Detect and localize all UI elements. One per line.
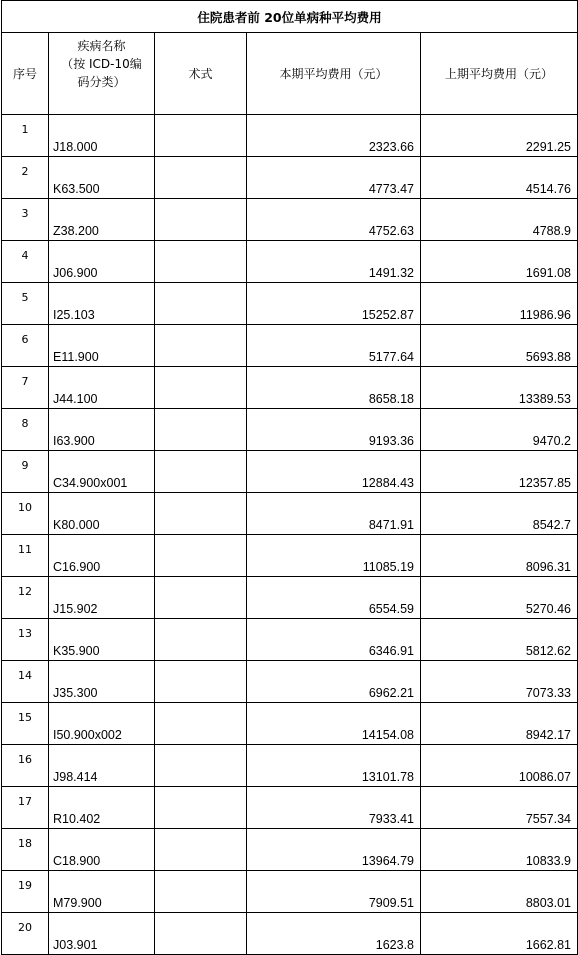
table-row [2,703,578,745]
row-procedure-cell [155,283,247,325]
row-disease-code-cell: Z38.200 [49,199,155,241]
row-procedure-cell [155,871,247,913]
table-row [2,115,578,157]
table-row [2,241,578,283]
header-previous-average-cost: 上期平均费用（元） [421,33,578,115]
row-procedure-cell [155,367,247,409]
row-disease-code-cell: C34.900x001 [49,451,155,493]
header-disease-name-line2: （按 ICD-10编 [61,57,142,71]
row-current-cost-cell: 6554.59 [247,577,421,619]
table-row [2,913,578,955]
row-current-cost-cell: 14154.08 [247,703,421,745]
row-procedure-cell [155,157,247,199]
row-procedure-cell [155,577,247,619]
title-row [2,1,578,33]
table-row [2,325,578,367]
row-previous-cost-cell: 1662.81 [421,913,578,955]
row-current-cost-cell: 1623.8 [247,913,421,955]
row-disease-code-cell: J44.100 [49,367,155,409]
table-title: 住院患者前 20位单病种平均费用 [2,1,578,33]
table-row [2,493,578,535]
row-seq-cell: 1 [2,115,49,157]
row-seq-cell: 17 [2,787,49,829]
row-seq-cell: 8 [2,409,49,451]
table-row [2,535,578,577]
header-disease-name [49,33,155,115]
row-previous-cost-cell: 5270.46 [421,577,578,619]
row-previous-cost-cell: 13389.53 [421,367,578,409]
row-current-cost-cell: 4752.63 [247,199,421,241]
row-previous-cost-cell: 11986.96 [421,283,578,325]
row-previous-cost-cell: 8542.7 [421,493,578,535]
row-seq-cell: 4 [2,241,49,283]
row-disease-code-cell: R10.402 [49,787,155,829]
row-current-cost-cell: 8658.18 [247,367,421,409]
row-current-cost-cell: 4773.47 [247,157,421,199]
row-current-cost-cell: 6962.21 [247,661,421,703]
row-disease-code-cell: J03.901 [49,913,155,955]
row-procedure-cell [155,829,247,871]
row-current-cost-cell: 5177.64 [247,325,421,367]
row-previous-cost-cell: 8096.31 [421,535,578,577]
row-previous-cost-cell: 8803.01 [421,871,578,913]
row-seq-cell: 18 [2,829,49,871]
row-disease-code-cell: K35.900 [49,619,155,661]
table-row [2,829,578,871]
table-row [2,367,578,409]
row-seq-cell: 9 [2,451,49,493]
row-procedure-cell [155,661,247,703]
row-procedure-cell [155,493,247,535]
row-seq-cell: 14 [2,661,49,703]
row-seq-cell: 16 [2,745,49,787]
row-previous-cost-cell: 9470.2 [421,409,578,451]
row-procedure-cell [155,745,247,787]
table-row [2,283,578,325]
row-disease-code-cell: J98.414 [49,745,155,787]
header-disease-name-line1: 疾病名称 [77,39,126,53]
row-procedure-cell [155,913,247,955]
row-previous-cost-cell: 1691.08 [421,241,578,283]
row-disease-code-cell: K80.000 [49,493,155,535]
row-seq-cell: 20 [2,913,49,955]
row-disease-code-cell: I25.103 [49,283,155,325]
table-row [2,619,578,661]
row-seq-cell: 7 [2,367,49,409]
row-disease-code-cell: J06.900 [49,241,155,283]
row-current-cost-cell: 13964.79 [247,829,421,871]
table-row [2,787,578,829]
row-procedure-cell [155,619,247,661]
table-row [2,661,578,703]
table-row [2,157,578,199]
table-row [2,199,578,241]
row-seq-cell: 19 [2,871,49,913]
header-row [2,33,578,115]
row-previous-cost-cell: 2291.25 [421,115,578,157]
row-procedure-cell [155,409,247,451]
row-disease-code-cell: E11.900 [49,325,155,367]
row-procedure-cell [155,703,247,745]
row-previous-cost-cell: 10833.9 [421,829,578,871]
row-seq-cell: 5 [2,283,49,325]
row-disease-code-cell: K63.500 [49,157,155,199]
row-previous-cost-cell: 5812.62 [421,619,578,661]
row-seq-cell: 6 [2,325,49,367]
row-previous-cost-cell: 8942.17 [421,703,578,745]
row-disease-code-cell: C16.900 [49,535,155,577]
row-previous-cost-cell: 4788.9 [421,199,578,241]
row-previous-cost-cell: 10086.07 [421,745,578,787]
row-seq-cell: 12 [2,577,49,619]
row-seq-cell: 15 [2,703,49,745]
table-row [2,409,578,451]
row-disease-code-cell: J35.300 [49,661,155,703]
table-row [2,451,578,493]
row-current-cost-cell: 11085.19 [247,535,421,577]
header-current-average-cost: 本期平均费用（元） [247,33,421,115]
row-procedure-cell [155,451,247,493]
row-current-cost-cell: 12884.43 [247,451,421,493]
header-seq: 序号 [2,33,49,115]
row-seq-cell: 13 [2,619,49,661]
row-procedure-cell [155,325,247,367]
row-current-cost-cell: 7909.51 [247,871,421,913]
header-disease-name-line3: 码分类） [77,75,126,89]
row-current-cost-cell: 9193.36 [247,409,421,451]
row-procedure-cell [155,787,247,829]
row-disease-code-cell: C18.900 [49,829,155,871]
row-procedure-cell [155,535,247,577]
table-row [2,577,578,619]
row-procedure-cell [155,115,247,157]
row-disease-code-cell: M79.900 [49,871,155,913]
row-previous-cost-cell: 12357.85 [421,451,578,493]
row-disease-code-cell: I63.900 [49,409,155,451]
row-seq-cell: 11 [2,535,49,577]
disease-cost-table [1,0,578,955]
row-procedure-cell [155,241,247,283]
row-previous-cost-cell: 4514.76 [421,157,578,199]
row-seq-cell: 2 [2,157,49,199]
row-current-cost-cell: 15252.87 [247,283,421,325]
row-current-cost-cell: 1491.32 [247,241,421,283]
row-previous-cost-cell: 7557.34 [421,787,578,829]
row-seq-cell: 3 [2,199,49,241]
row-procedure-cell [155,199,247,241]
row-disease-code-cell: I50.900x002 [49,703,155,745]
row-disease-code-cell: J15.902 [49,577,155,619]
row-disease-code-cell: J18.000 [49,115,155,157]
row-seq-cell: 10 [2,493,49,535]
row-current-cost-cell: 7933.41 [247,787,421,829]
row-previous-cost-cell: 5693.88 [421,325,578,367]
table-body [2,1,578,955]
row-current-cost-cell: 6346.91 [247,619,421,661]
table-row [2,871,578,913]
table-row [2,745,578,787]
row-current-cost-cell: 13101.78 [247,745,421,787]
header-procedure: 术式 [155,33,247,115]
row-current-cost-cell: 8471.91 [247,493,421,535]
row-current-cost-cell: 2323.66 [247,115,421,157]
row-previous-cost-cell: 7073.33 [421,661,578,703]
